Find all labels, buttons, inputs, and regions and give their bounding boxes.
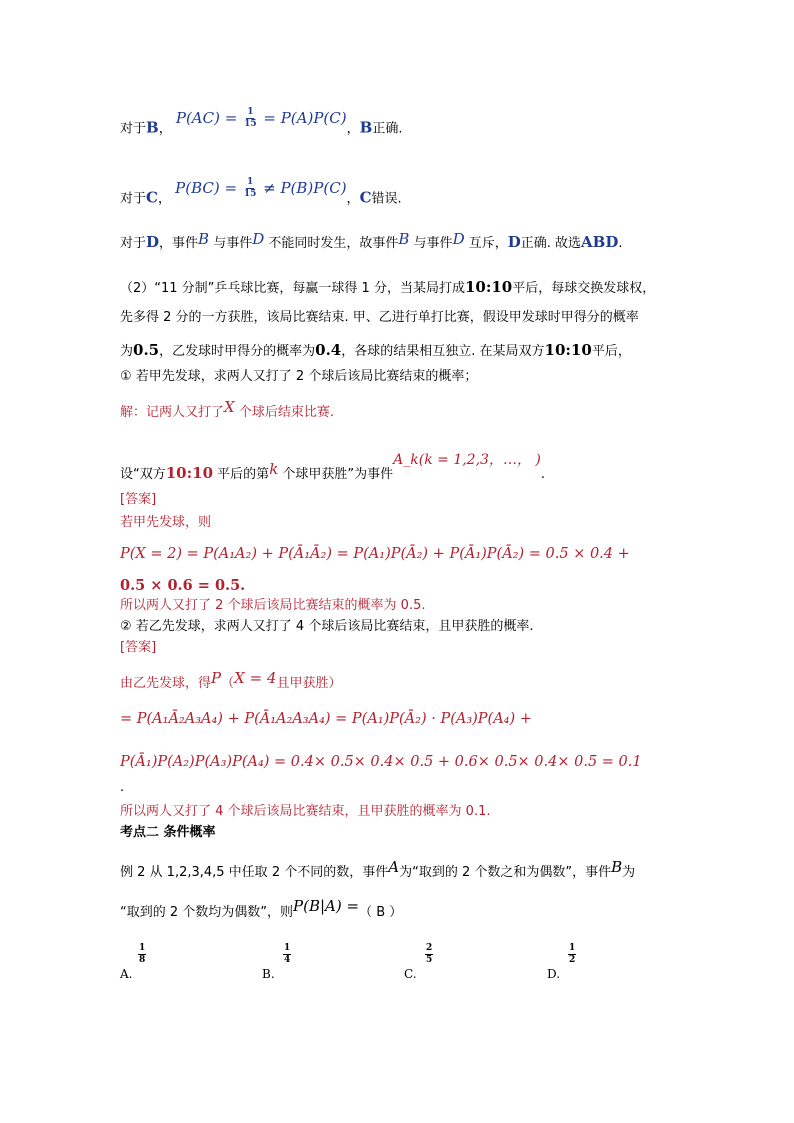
text: 互斥， — [464, 236, 508, 251]
denominator: 8 — [139, 955, 146, 965]
equation: P(Ā₁)P(A₂)P(A₃)P(A₄) = 0.4× 0.5× 0.4× 0.5 + 0.6× 0.5× 0.4× 0.5 = 0.1 — [120, 754, 642, 770]
option-label: B — [359, 118, 373, 137]
probability: 0.5 — [133, 341, 160, 359]
numerator: 1 — [284, 943, 291, 953]
numerator: 1 — [247, 107, 254, 117]
choice-label: C. — [404, 967, 417, 981]
analysis-line-d — [120, 230, 623, 252]
text: 平后，每球交换发球权， — [512, 281, 656, 296]
math-var: X — [224, 398, 235, 416]
example-2-line-1 — [120, 858, 636, 881]
choice-label: D. — [547, 967, 561, 981]
text: 由乙先发球，得 — [120, 676, 212, 691]
math-var: B — [198, 230, 210, 248]
question-2-line-1 — [120, 278, 655, 297]
math-var: D — [452, 230, 465, 248]
option-label: D — [507, 233, 521, 251]
text: 平后的第 — [213, 467, 270, 482]
text: [答案] — [120, 492, 157, 507]
text: ② 若乙先发球，求两人又打了 4 个球后该局比赛结束，且甲获胜的概率. — [120, 619, 534, 634]
eq-right: = P(A)P(C) — [258, 108, 347, 127]
section-title — [120, 825, 216, 841]
text: （ B ） — [359, 905, 403, 920]
text: 与事件 — [209, 236, 253, 251]
answer-1-eq-1 — [120, 546, 630, 563]
text: 个球甲获胜”为事件 — [278, 467, 394, 482]
text: 解：记两人又打了 — [120, 405, 225, 420]
eq-left: P(AC) = — [175, 108, 243, 127]
score: 10:10 — [464, 278, 513, 296]
option-label: D — [146, 233, 160, 251]
text: 且甲获胜） — [276, 676, 342, 691]
eq-right: ≠ P(B)P(C) — [258, 178, 347, 197]
text: 若甲先发球，则 — [120, 515, 212, 530]
answer-1-conclusion — [120, 598, 425, 614]
text: （ — [221, 676, 235, 691]
answer-2-eq-1 — [120, 711, 532, 728]
text: 与事件 — [409, 236, 453, 251]
answer-label-1 — [120, 492, 156, 508]
text: 对于 — [120, 121, 147, 137]
answer-2-dot — [120, 780, 124, 796]
option-label: B — [146, 118, 159, 137]
answer-2-eq-2 — [120, 754, 642, 771]
text: 所以两人又打了 2 个球后该局比赛结束的概率为 0.5. — [120, 598, 426, 613]
text: 不能同时发生，故事件 — [264, 236, 399, 251]
question-2-part-1 — [120, 369, 477, 385]
answer-1-eq-2 — [120, 577, 245, 595]
fraction — [425, 944, 433, 965]
text: 例 2 从 1,2,3,4,5 中任取 2 个不同的数，事件 — [120, 865, 389, 880]
fraction — [283, 944, 291, 965]
text: 正确. — [372, 121, 403, 137]
text: 对于 — [120, 236, 147, 251]
answer-label: ABD — [581, 233, 619, 251]
text: ，事件 — [159, 236, 199, 251]
eq-left: P(BC) = — [175, 178, 242, 197]
text: 对于 — [120, 191, 147, 207]
option-label: C — [146, 188, 158, 207]
text: . — [120, 780, 125, 795]
question-2-line-2 — [120, 310, 639, 326]
text: 考点二 条件概率 — [120, 825, 216, 840]
example-2-line-2 — [120, 897, 403, 921]
math-var: P — [211, 669, 222, 687]
analysis-line-b — [120, 107, 403, 139]
numerator: 1 — [246, 177, 254, 187]
answer-1-line-1 — [120, 515, 211, 531]
text: ， — [346, 121, 360, 137]
equation: 0.5 × 0.6 = 0.5. — [120, 577, 246, 594]
event-definition — [120, 452, 546, 483]
fraction — [244, 108, 257, 129]
solution-line — [120, 398, 334, 421]
text: . — [618, 236, 623, 251]
equation — [176, 109, 347, 127]
math-var: k — [269, 460, 279, 478]
text: ① 若甲先发球，求两人又打了 2 个球后该局比赛结束的概率； — [120, 369, 478, 384]
numerator: 1 — [139, 943, 146, 953]
equation: P(X = 2) = P(A₁A₂) + P(Ā₁Ā₂) = P(A₁)P(Ā₂) + P(Ā₁)P(Ā₂) = 0.5 × 0.4 + — [120, 546, 630, 562]
score: 10:10 — [544, 341, 592, 359]
text: 错误. — [371, 191, 402, 207]
answer-2-line-1 — [120, 669, 342, 692]
text: ， — [158, 121, 172, 137]
choice-label: A. — [120, 967, 133, 981]
denominator: 15 — [244, 119, 257, 129]
answer-label-2 — [120, 640, 156, 656]
question-2-line-3 — [120, 341, 631, 360]
score: 10:10 — [165, 464, 214, 482]
text: 为“取到的 2 个数之和为偶数”，事件 — [399, 865, 612, 880]
text: 为 — [120, 344, 134, 359]
text: 平后， — [591, 344, 631, 359]
denominator: 5 — [426, 955, 433, 965]
text: 所以两人又打了 4 个球后该局比赛结束，且甲获胜的概率为 0.1. — [120, 804, 491, 819]
math-var: A — [388, 858, 400, 876]
text: ，乙发球时甲得分的概率为 — [159, 344, 316, 359]
math-var: B — [398, 230, 410, 248]
text: [答案] — [120, 640, 157, 655]
text: （2）“11 分制”乒乓球比赛，每赢一球得 1 分，当某局打成 — [120, 281, 465, 296]
numerator: 1 — [569, 943, 576, 953]
analysis-line-c — [120, 177, 402, 209]
equation: = P(A₁Ā₂A₃A₄) + P(Ā₁A₂A₃A₄) = P(A₁)P(Ā₂) · P(A₃)P(A₄) + — [120, 711, 532, 727]
question-2-part-2 — [120, 619, 533, 635]
equation — [175, 179, 346, 197]
event-expression: A_k(k = 1,2,3，…， ) — [393, 452, 541, 468]
text: “取到的 2 个数均为偶数”，则 — [120, 905, 294, 920]
text: ， — [346, 191, 360, 207]
math-var: D — [252, 230, 265, 248]
option-label: C — [359, 188, 372, 207]
text: 先多得 2 分的一方获胜，该局比赛结束. 甲、乙进行单打比赛，假设甲发球时甲得分的概率 — [120, 310, 639, 325]
denominator: 2 — [569, 955, 576, 965]
probability: 0.4 — [315, 341, 342, 359]
math-expr: X = 4 — [234, 669, 277, 687]
text: ，各球的结果相互独立. 在某局双方 — [341, 344, 545, 359]
answer-2-conclusion — [120, 804, 490, 820]
fraction — [244, 178, 257, 199]
equation: P(B|A) = — [293, 897, 360, 915]
math-var: B — [611, 858, 623, 876]
text: 正确. 故选 — [520, 236, 582, 251]
text: 个球后结束比赛. — [234, 405, 334, 420]
text: 为 — [622, 865, 636, 880]
numerator: 2 — [426, 943, 433, 953]
denominator: 4 — [284, 955, 291, 965]
text: 设“双方 — [120, 467, 166, 482]
fraction — [138, 944, 146, 965]
text: . — [540, 467, 546, 482]
denominator: 15 — [243, 189, 257, 199]
fraction — [568, 944, 576, 965]
choice-label: B. — [262, 967, 275, 981]
text: ， — [157, 191, 171, 207]
